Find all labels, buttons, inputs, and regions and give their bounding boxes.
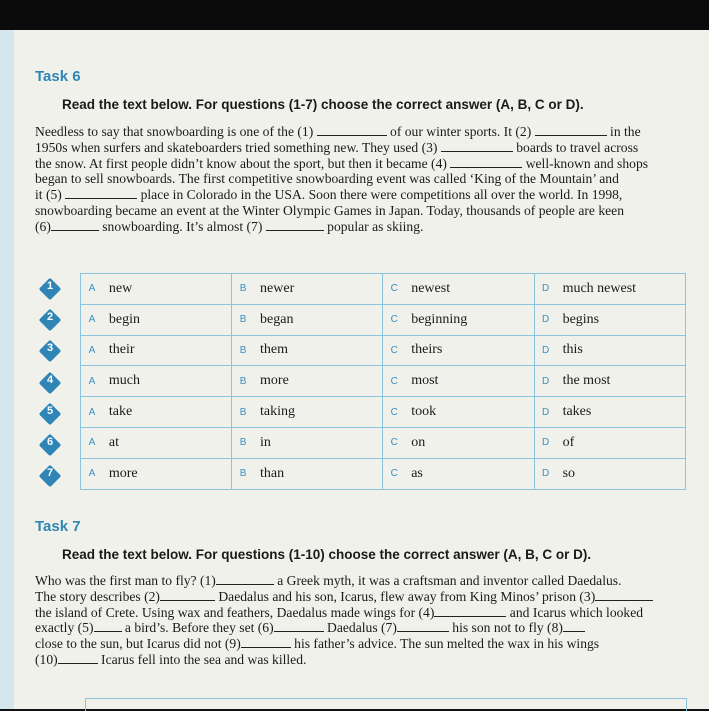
- option-choice[interactable]: new: [103, 274, 232, 305]
- answer-blank[interactable]: [266, 219, 324, 231]
- option-choice[interactable]: take: [103, 397, 232, 428]
- option-letter: C: [383, 335, 405, 366]
- option-choice[interactable]: their: [103, 335, 232, 366]
- option-row: [81, 274, 686, 305]
- option-letter: B: [232, 458, 254, 489]
- option-choice[interactable]: most: [405, 366, 534, 397]
- option-choice[interactable]: begin: [103, 304, 232, 335]
- passage-text: snowboarding. It’s almost (7): [98, 218, 266, 234]
- passage-text: of our winter sports. It (2): [386, 124, 535, 139]
- passage-text: his father’s advice. The sun melted the wax in his wings: [290, 636, 600, 652]
- passage-text: Daedalus and his son, Icarus, flew away from King Minos’ prison (3): [214, 588, 596, 604]
- question-number-badge: [40, 310, 60, 330]
- option-letter: A: [81, 274, 103, 305]
- passage-line: [35, 219, 687, 235]
- option-letter: B: [232, 274, 254, 305]
- option-letter: D: [534, 397, 556, 428]
- option-letter: D: [534, 458, 556, 489]
- option-letter: A: [81, 335, 103, 366]
- option-choice[interactable]: much newest: [557, 274, 686, 305]
- option-row: [81, 458, 686, 489]
- option-choice[interactable]: much: [103, 366, 232, 397]
- passage-text: Who was the first man to fly? (1): [35, 573, 216, 588]
- passage-text: a Greek myth, it was a craftsman and inventor called Daedalus.: [273, 573, 622, 588]
- passage-line: [35, 636, 687, 652]
- option-letter: A: [81, 458, 103, 489]
- passage-text: exactly (5): [35, 620, 94, 636]
- option-choice[interactable]: takes: [557, 397, 686, 428]
- task7-title: Task 7: [35, 518, 81, 535]
- option-choice[interactable]: this: [557, 335, 686, 366]
- next-table-edge: [85, 698, 687, 711]
- question-number-badge: [40, 404, 60, 424]
- answer-blank[interactable]: [450, 156, 522, 168]
- passage-line: [35, 124, 687, 140]
- option-choice[interactable]: more: [254, 366, 383, 397]
- option-letter: C: [383, 427, 405, 458]
- option-letter: D: [534, 304, 556, 335]
- option-choice[interactable]: taking: [254, 397, 383, 428]
- option-choice[interactable]: so: [557, 458, 686, 489]
- passage-text: a bird’s. Before they set (6): [121, 620, 274, 636]
- answer-blank[interactable]: [160, 589, 215, 601]
- option-letter: A: [81, 366, 103, 397]
- task7-passage: [35, 573, 687, 668]
- answer-blank[interactable]: [535, 124, 607, 136]
- answer-blank[interactable]: [94, 620, 122, 632]
- option-letter: C: [383, 274, 405, 305]
- options-table: [80, 273, 686, 490]
- option-letter: C: [383, 366, 405, 397]
- passage-line: [35, 605, 687, 621]
- passage-text: 1950s when surfers and skateboarders tried something new. They used (3): [35, 139, 441, 155]
- option-letter: A: [81, 397, 103, 428]
- option-choice[interactable]: as: [405, 458, 534, 489]
- passage-text: began to sell snowboards. The first competitive snowboarding event was called ‘King of the Mountain’ and: [35, 171, 619, 187]
- answer-blank[interactable]: [65, 187, 137, 199]
- answer-blank[interactable]: [274, 620, 324, 632]
- option-choice[interactable]: on: [405, 427, 534, 458]
- passage-line: [35, 573, 687, 589]
- answer-blank[interactable]: [317, 124, 387, 136]
- option-letter: A: [81, 304, 103, 335]
- option-row: [81, 304, 686, 335]
- task7-instruction: Read the text below. For questions (1-10) choose the correct answer (A, B, C or D).: [62, 547, 592, 562]
- option-row: [81, 427, 686, 458]
- passage-text: The story describes (2): [35, 588, 160, 604]
- option-letter: B: [232, 335, 254, 366]
- passage-text: and Icarus which looked: [506, 604, 644, 620]
- option-choice[interactable]: them: [254, 335, 383, 366]
- option-choice[interactable]: begins: [557, 304, 686, 335]
- option-choice[interactable]: took: [405, 397, 534, 428]
- question-number: 7: [46, 467, 54, 480]
- question-number-badge: [40, 373, 60, 393]
- passage-text: Daedalus (7): [323, 620, 397, 636]
- task6-title: Task 6: [35, 68, 81, 85]
- passage-text: it (5): [35, 187, 66, 203]
- option-letter: D: [534, 335, 556, 366]
- option-letter: D: [534, 366, 556, 397]
- answer-blank[interactable]: [51, 219, 99, 231]
- option-choice[interactable]: of: [557, 427, 686, 458]
- passage-text: (6): [35, 218, 51, 234]
- option-letter: A: [81, 427, 103, 458]
- passage-text: in the: [606, 124, 641, 139]
- option-row: [81, 366, 686, 397]
- task6-passage: [35, 124, 687, 235]
- question-number: 5: [46, 404, 54, 417]
- question-number-badge: [40, 435, 60, 455]
- answer-blank[interactable]: [595, 589, 653, 601]
- task6-instruction: Read the text below. For questions (1-7) choose the correct answer (A, B, C or D).: [62, 97, 584, 112]
- option-choice[interactable]: newest: [405, 274, 534, 305]
- passage-text: his son not to fly (8): [448, 620, 563, 636]
- question-number-badge: [40, 279, 60, 299]
- passage-line: [35, 171, 687, 187]
- question-number: 1: [46, 280, 54, 292]
- dark-top-border: [0, 0, 709, 30]
- option-letter: C: [383, 397, 405, 428]
- passage-text: well-known and shops: [522, 155, 649, 171]
- passage-text: place in Colorado in the USA. Soon there were competitions all over the world. In 1998,: [137, 187, 623, 203]
- question-number: 3: [46, 342, 54, 355]
- answer-blank[interactable]: [563, 620, 585, 632]
- passage-text: snowboarding became an event at the Winter Olympic Games in Japan. Today, thousands of people are keen: [35, 202, 625, 218]
- question-number: 2: [46, 311, 54, 324]
- passage-line: [35, 203, 687, 219]
- passage-text: Icarus fell into the sea and was killed.: [97, 651, 307, 667]
- passage-line: [35, 156, 687, 172]
- passage-line: [35, 620, 687, 636]
- option-letter: B: [232, 304, 254, 335]
- passage-line: [35, 652, 687, 668]
- page-margin-strip: [0, 30, 14, 709]
- answer-blank[interactable]: [441, 140, 513, 152]
- option-choice[interactable]: theirs: [405, 335, 534, 366]
- answer-blank[interactable]: [434, 605, 506, 617]
- passage-text: boards to travel across: [512, 139, 639, 155]
- question-number-badge: [40, 341, 60, 361]
- question-number: 6: [46, 436, 54, 448]
- passage-line: [35, 589, 687, 605]
- passage-text: close to the sun, but Icarus did not (9): [35, 636, 241, 652]
- option-letter: B: [232, 366, 254, 397]
- passage-line: [35, 187, 687, 203]
- option-choice[interactable]: began: [254, 304, 383, 335]
- passage-text: (10): [35, 651, 58, 667]
- option-choice[interactable]: newer: [254, 274, 383, 305]
- option-letter: B: [232, 427, 254, 458]
- option-letter: D: [534, 427, 556, 458]
- passage-text: the island of Crete. Using wax and feathers, Daedalus made wings for (4): [35, 604, 435, 620]
- option-letter: C: [383, 304, 405, 335]
- option-choice[interactable]: the most: [557, 366, 686, 397]
- option-letter: D: [534, 274, 556, 305]
- question-number-badge: [40, 466, 60, 486]
- option-letter: B: [232, 397, 254, 428]
- option-choice[interactable]: at: [103, 427, 232, 458]
- answer-blank[interactable]: [241, 636, 291, 648]
- passage-line: [35, 140, 687, 156]
- passage-text: popular as skiing.: [323, 218, 424, 234]
- option-letter: C: [383, 458, 405, 489]
- answer-blank[interactable]: [397, 620, 449, 632]
- answer-blank[interactable]: [58, 652, 98, 664]
- option-choice[interactable]: than: [254, 458, 383, 489]
- passage-text: the snow. At first people didn’t know about the sport, but then it became (4): [35, 155, 451, 171]
- option-choice[interactable]: beginning: [405, 304, 534, 335]
- option-choice[interactable]: more: [103, 458, 232, 489]
- passage-text: Needless to say that snowboarding is one of the (1): [35, 124, 317, 139]
- option-choice[interactable]: in: [254, 427, 383, 458]
- answer-blank[interactable]: [216, 573, 274, 585]
- question-number: 4: [46, 373, 54, 386]
- option-row: [81, 335, 686, 366]
- option-row: [81, 397, 686, 428]
